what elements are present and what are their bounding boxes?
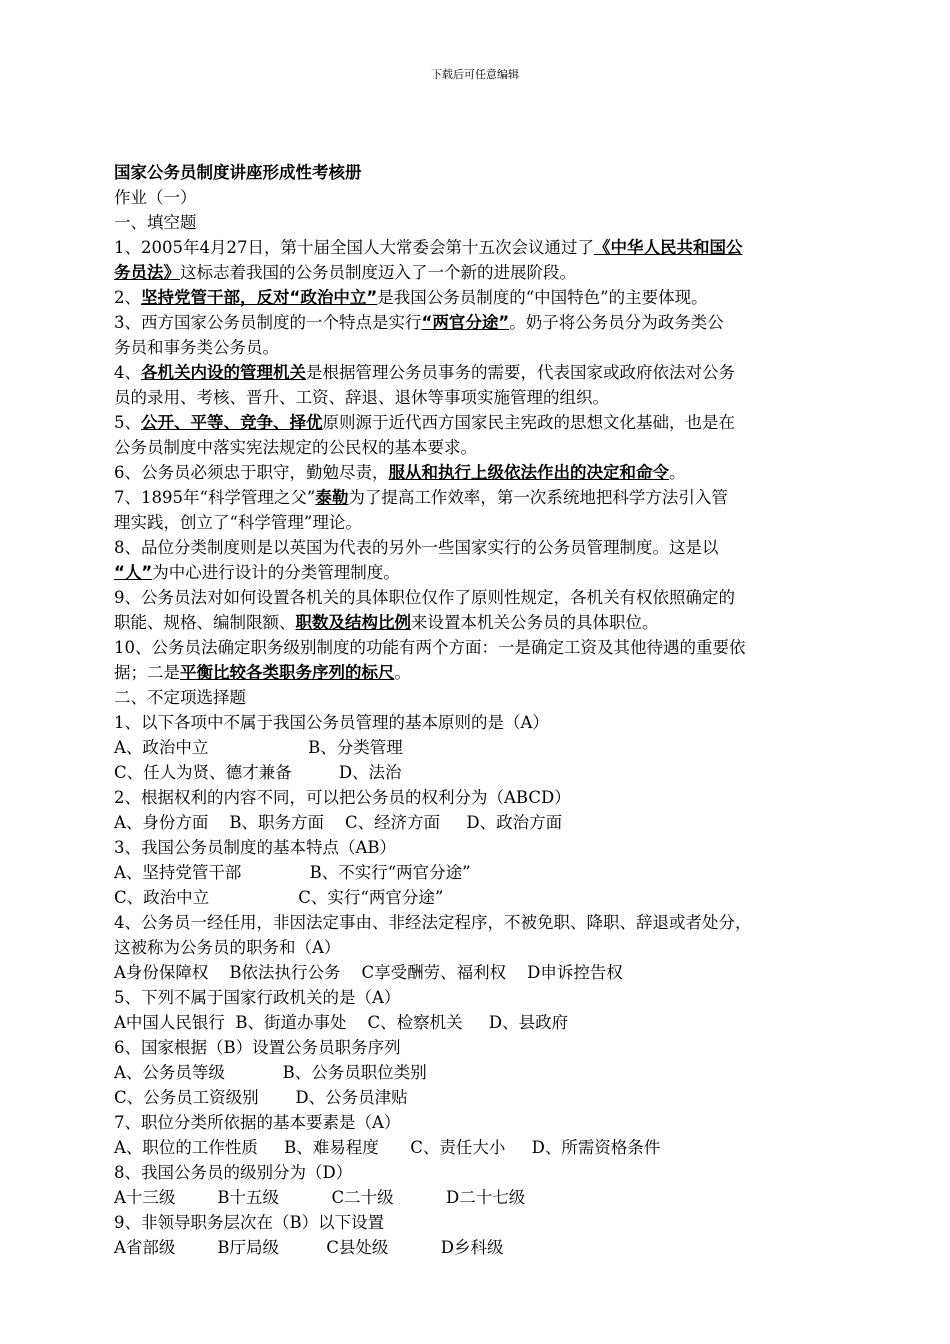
section-multiple-choice: 二、不定项选择题 — [114, 688, 246, 707]
choice-question-5: 5、下列不属于国家行政机关的是（A） — [114, 988, 401, 1007]
choice-question-9: 9、非领导职务层次在（B）以下设置 — [114, 1213, 385, 1232]
choice-options-4: A身份保障权 B依法执行公务 C享受酬劳、福利权 D申诉控告权 — [114, 963, 623, 982]
question-5-cont: 公务员制度中落实宪法规定的公民权的基本要求。 — [114, 438, 477, 457]
choice-question-7: 7、职位分类所依据的基本要素是（A） — [114, 1113, 401, 1132]
question-5: 5、公开、平等、竞争、择优原则源于近代西方国家民主宪政的思想文化基础，也是在 — [114, 413, 735, 432]
choice-question-3: 3、我国公务员制度的基本特点（AB） — [114, 838, 397, 857]
question-4: 4、各机关内设的管理机关是根据管理公务员事务的需要，代表国家或政府依法对公务 — [114, 363, 735, 382]
answer-4: 各机关内设的管理机关 — [141, 363, 306, 382]
choice-options-2: A、身份方面 B、职务方面 C、经济方面 D、政治方面 — [114, 813, 563, 832]
choice-question-6: 6、国家根据（B）设置公务员职务序列 — [114, 1038, 401, 1057]
document-body — [114, 160, 854, 1260]
choice-options-6a: A、公务员等级 B、公务员职位类别 — [114, 1063, 427, 1082]
choice-options-9: A省部级 B厅局级 C县处级 D乡科级 — [114, 1238, 504, 1257]
question-7-cont: 理实践，创立了“科学管理”理论。 — [114, 513, 362, 532]
question-10: 10、公务员法确定职务级别制度的功能有两个方面：一是确定工资及其他待遇的重要依 — [114, 638, 746, 657]
answer-7: 泰勒 — [315, 488, 349, 507]
question-6: 6、公务员必须忠于职守，勤勉尽责，服从和执行上级依法作出的决定和命令。 — [114, 463, 686, 482]
page-header: 下载后可任意编辑 — [431, 68, 519, 81]
question-10-cont: 据；二是平衡比较各类职务序列的标尺。 — [114, 663, 411, 682]
question-9-cont: 职能、规格、编制限额、职数及结构比例来设置本机关公务员的具体职位。 — [114, 613, 659, 632]
question-2: 2、坚持党管干部，反对“政治中立”是我国公务员制度的“中国特色”的主要体现。 — [114, 288, 708, 307]
answer-1-cont: 务员法》 — [114, 263, 180, 282]
question-1-cont: 务员法》这标志着我国的公务员制度迈入了一个新的进展阶段。 — [114, 263, 576, 282]
question-7: 7、1895年“科学管理之父”泰勒为了提高工作效率，第一次系统地把科学方法引入管 — [114, 488, 728, 507]
choice-options-3a: A、坚持党管干部 B、不实行“两官分途” — [114, 863, 471, 882]
answer-9: 职数及结构比例 — [295, 613, 411, 632]
choice-options-6b: C、公务员工资级别 D、公务员津贴 — [114, 1088, 408, 1107]
answer-3: “两官分途” — [421, 313, 510, 332]
answer-8: “人” — [114, 563, 153, 582]
question-4-cont: 员的录用、考核、晋升、工资、辞退、退休等事项实施管理的组织。 — [114, 388, 609, 407]
answer-10: 平衡比较各类职务序列的标尺 — [180, 663, 395, 682]
choice-question-1: 1、以下各项中不属于我国公务员管理的基本原则的是（A） — [114, 713, 549, 732]
choice-question-4-cont: 这被称为公务员的职务和（A） — [114, 938, 341, 957]
answer-6: 服从和执行上级依法作出的决定和命令 — [388, 463, 669, 482]
question-8-cont: “人”为中心进行设计的分类管理制度。 — [114, 563, 400, 582]
question-9: 9、公务员法对如何设置各机关的具体职位仅作了原则性规定，各机关有权依照确定的 — [114, 588, 735, 607]
choice-question-2: 2、根据权利的内容不同，可以把公务员的权利分为（ABCD） — [114, 788, 571, 807]
answer-5: 公开、平等、竞争、择优 — [141, 413, 323, 432]
homework-heading: 作业（一） — [114, 188, 197, 207]
question-3: 3、西方国家公务员制度的一个特点是实行“两官分途”。奶子将公务员分为政务类公 — [114, 313, 724, 332]
choice-question-8: 8、我国公务员的级别分为（D） — [114, 1163, 353, 1182]
choice-options-1a: A、政治中立 B、分类管理 — [114, 738, 403, 757]
choice-question-4: 4、公务员一经任用，非因法定事由、非经法定程序，不被免职、降职、辞退或者处分， — [114, 913, 752, 932]
document-title: 国家公务员制度讲座形成性考核册 — [114, 163, 362, 182]
choice-options-3b: C、政治中立 C、实行“两官分途” — [114, 888, 444, 907]
choice-options-1b: C、任人为贤、德才兼备 D、法治 — [114, 763, 402, 782]
choice-options-8: A十三级 B十五级 C二十级 D二十七级 — [114, 1188, 526, 1207]
answer-2: 坚持党管干部，反对“政治中立” — [141, 288, 378, 307]
choice-options-7: A、职位的工作性质 B、难易程度 C、责任大小 D、所需资格条件 — [114, 1138, 661, 1157]
section-fill-blank: 一、填空题 — [114, 213, 197, 232]
choice-options-5: A中国人民银行 B、街道办事处 C、检察机关 D、县政府 — [114, 1013, 569, 1032]
question-3-cont: 务员和事务类公务员。 — [114, 338, 279, 357]
question-8: 8、品位分类制度则是以英国为代表的另外一些国家实行的公务员管理制度。这是以 — [114, 538, 719, 557]
question-1: 1、2005年4月27日，第十届全国人大常委会第十五次会议通过了《中华人民共和国公 — [114, 238, 743, 257]
answer-1: 《中华人民共和国公 — [593, 238, 743, 257]
